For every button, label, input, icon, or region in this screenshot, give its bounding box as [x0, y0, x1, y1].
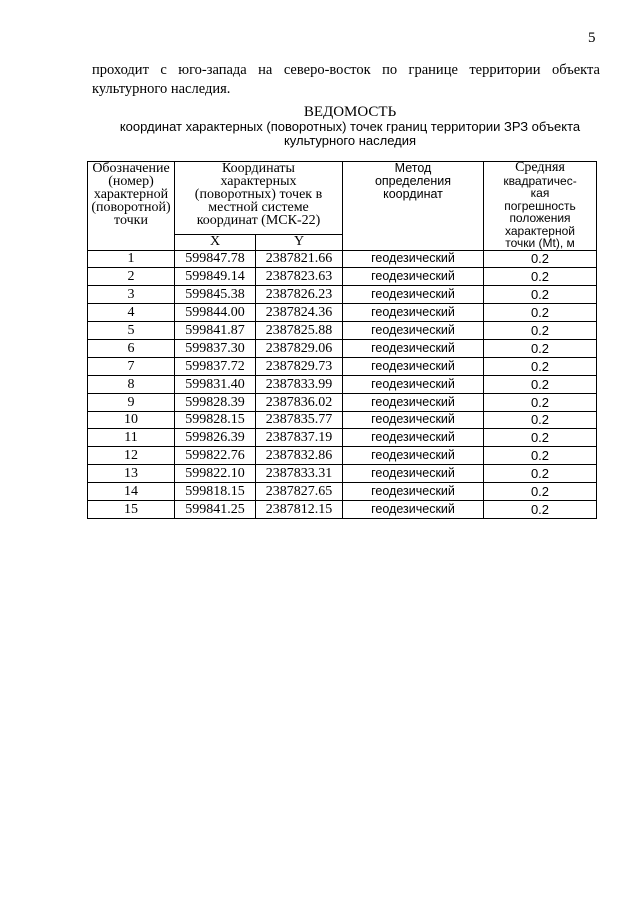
cell-accuracy: 0.2	[484, 304, 597, 322]
cell-x: 599841.87	[175, 322, 256, 340]
cell-accuracy: 0.2	[484, 393, 597, 411]
cell-x: 599841.25	[175, 500, 256, 518]
intro-paragraph	[92, 61, 600, 99]
cell-y: 2387833.99	[256, 375, 343, 393]
cell-point-number: 7	[88, 357, 175, 375]
table-row	[88, 250, 597, 268]
cell-accuracy: 0.2	[484, 286, 597, 304]
cell-point-number: 12	[88, 447, 175, 465]
header-point-number: Обозначение (номер) характерной (поворотной) точки	[88, 162, 175, 251]
table-row	[88, 286, 597, 304]
header-method: Метод определения координат	[343, 162, 484, 251]
cell-accuracy: 0.2	[484, 268, 597, 286]
cell-x: 599849.14	[175, 268, 256, 286]
cell-accuracy: 0.2	[484, 465, 597, 483]
cell-y: 2387827.65	[256, 483, 343, 501]
table-row	[88, 304, 597, 322]
cell-point-number: 8	[88, 375, 175, 393]
cell-y: 2387825.88	[256, 322, 343, 340]
table-row	[88, 465, 597, 483]
cell-method: геодезический	[343, 447, 484, 465]
cell-point-number: 10	[88, 411, 175, 429]
cell-point-number: 4	[88, 304, 175, 322]
statement-subtitle-line-2: культурного наследия	[283, 133, 417, 148]
table-header	[88, 162, 597, 251]
cell-point-number: 2	[88, 268, 175, 286]
cell-y: 2387829.73	[256, 357, 343, 375]
cell-accuracy: 0.2	[484, 411, 597, 429]
cell-x: 599837.30	[175, 339, 256, 357]
cell-accuracy: 0.2	[484, 375, 597, 393]
cell-x: 599837.72	[175, 357, 256, 375]
cell-method: геодезический	[343, 429, 484, 447]
table-body	[88, 250, 597, 518]
cell-y: 2387826.23	[256, 286, 343, 304]
cell-y: 2387832.86	[256, 447, 343, 465]
cell-method: геодезический	[343, 393, 484, 411]
cell-point-number: 6	[88, 339, 175, 357]
table-row	[88, 411, 597, 429]
table-row	[88, 500, 597, 518]
cell-method: геодезический	[343, 339, 484, 357]
statement-subtitle-line-1: координат характерных (поворотных) точек границ территории ЗРЗ объекта	[119, 119, 581, 134]
cell-method: геодезический	[343, 304, 484, 322]
table-row	[88, 375, 597, 393]
cell-method: геодезический	[343, 268, 484, 286]
intro-line-2: культурного наследия.	[92, 81, 231, 97]
table-row	[88, 322, 597, 340]
cell-point-number: 15	[88, 500, 175, 518]
cell-point-number: 1	[88, 250, 175, 268]
cell-y: 2387812.15	[256, 500, 343, 518]
table-row	[88, 429, 597, 447]
cell-method: геодезический	[343, 465, 484, 483]
cell-y: 2387829.06	[256, 339, 343, 357]
header-coordinates: Координаты характерных (поворотных) точек в местной системе координат (МСК-22)	[175, 162, 343, 235]
cell-method: геодезический	[343, 375, 484, 393]
header-x: X	[175, 234, 256, 250]
intro-line-1: проходит с юго-запада на северо-восток по границе территории объекта	[92, 62, 600, 78]
cell-x: 599847.78	[175, 250, 256, 268]
cell-method: геодезический	[343, 500, 484, 518]
table-row	[88, 393, 597, 411]
cell-x: 599818.15	[175, 483, 256, 501]
cell-accuracy: 0.2	[484, 322, 597, 340]
cell-x: 599822.10	[175, 465, 256, 483]
cell-x: 599828.39	[175, 393, 256, 411]
header-accuracy: Средняя квадратичес- кая погрешность положения характерной точки (Mt), м	[484, 162, 597, 251]
cell-accuracy: 0.2	[484, 357, 597, 375]
cell-x: 599831.40	[175, 375, 256, 393]
table-row	[88, 357, 597, 375]
cell-accuracy: 0.2	[484, 429, 597, 447]
cell-y: 2387821.66	[256, 250, 343, 268]
cell-method: геодезический	[343, 286, 484, 304]
cell-x: 599844.00	[175, 304, 256, 322]
cell-y: 2387836.02	[256, 393, 343, 411]
cell-x: 599826.39	[175, 429, 256, 447]
cell-point-number: 3	[88, 286, 175, 304]
cell-point-number: 11	[88, 429, 175, 447]
cell-y: 2387823.63	[256, 268, 343, 286]
cell-method: геодезический	[343, 483, 484, 501]
cell-y: 2387837.19	[256, 429, 343, 447]
table-row	[88, 447, 597, 465]
cell-accuracy: 0.2	[484, 447, 597, 465]
header-y: Y	[256, 234, 343, 250]
cell-x: 599828.15	[175, 411, 256, 429]
statement-heading	[80, 104, 620, 148]
cell-method: геодезический	[343, 322, 484, 340]
cell-y: 2387824.36	[256, 304, 343, 322]
table-row	[88, 339, 597, 357]
cell-method: геодезический	[343, 250, 484, 268]
cell-point-number: 13	[88, 465, 175, 483]
cell-point-number: 14	[88, 483, 175, 501]
coordinates-table	[87, 161, 597, 519]
cell-x: 599822.76	[175, 447, 256, 465]
cell-accuracy: 0.2	[484, 483, 597, 501]
cell-point-number: 5	[88, 322, 175, 340]
table-row	[88, 268, 597, 286]
cell-method: геодезический	[343, 357, 484, 375]
table-row	[88, 483, 597, 501]
cell-accuracy: 0.2	[484, 250, 597, 268]
cell-y: 2387833.31	[256, 465, 343, 483]
cell-x: 599845.38	[175, 286, 256, 304]
cell-accuracy: 0.2	[484, 339, 597, 357]
statement-title: ВЕДОМОСТЬ	[303, 104, 397, 120]
cell-accuracy: 0.2	[484, 500, 597, 518]
cell-point-number: 9	[88, 393, 175, 411]
cell-y: 2387835.77	[256, 411, 343, 429]
cell-method: геодезический	[343, 411, 484, 429]
page-number: 5	[588, 30, 596, 46]
